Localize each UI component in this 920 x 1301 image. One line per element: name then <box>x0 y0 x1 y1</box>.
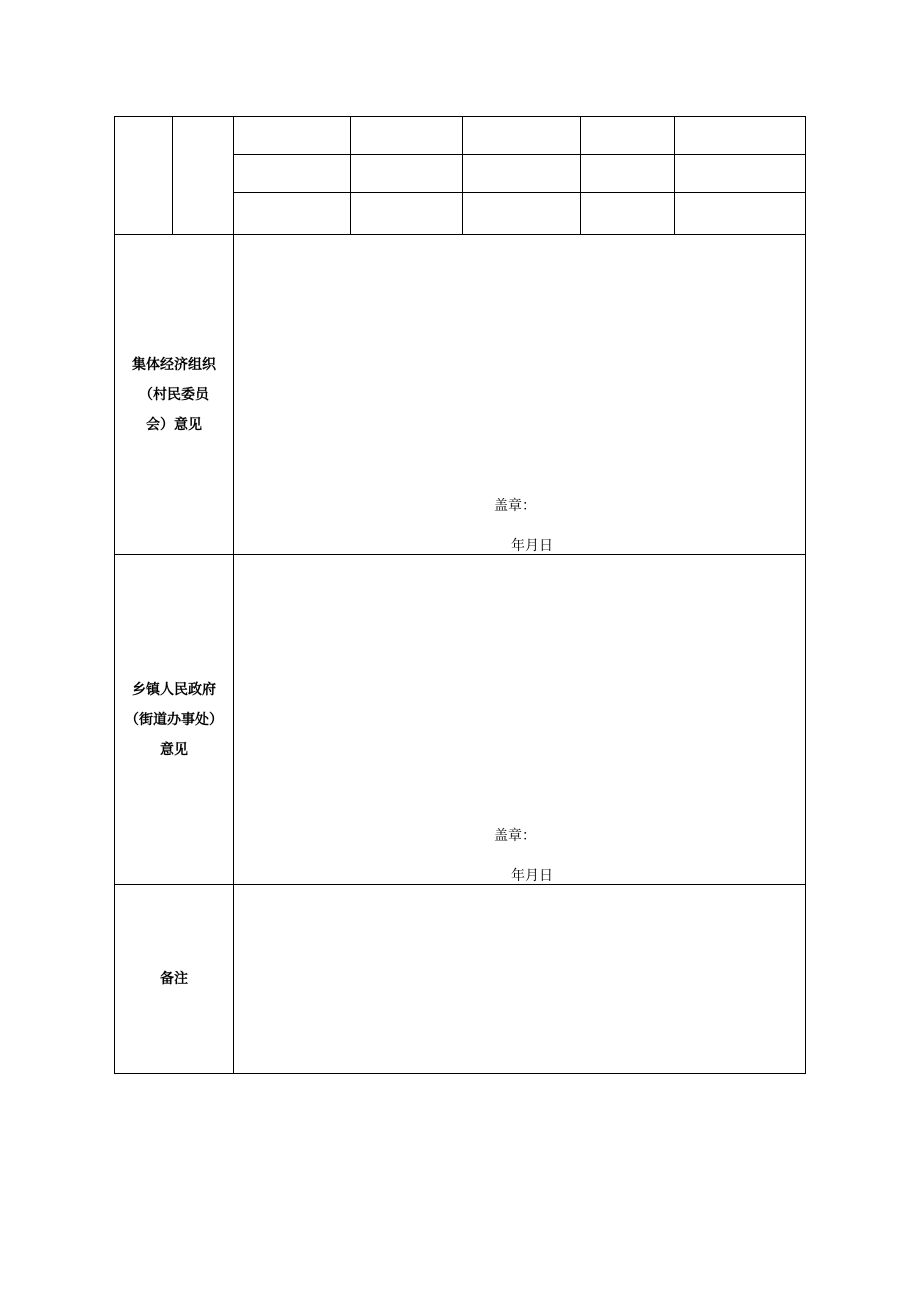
grid-row-1 <box>115 117 806 155</box>
remarks-label: 备注 <box>115 885 234 1074</box>
grid-cell[interactable] <box>675 193 806 235</box>
label-line: 会）意见 <box>146 416 202 433</box>
grid-cell[interactable] <box>675 155 806 193</box>
grid-cell[interactable] <box>234 117 351 155</box>
collective-opinion-label <box>115 235 234 555</box>
stamp-label: 盖章： <box>494 498 536 514</box>
grid-cell[interactable] <box>351 155 463 193</box>
remarks-field[interactable] <box>234 885 806 1074</box>
grid-label-cell-a <box>115 117 173 235</box>
grid-cell[interactable] <box>581 117 675 155</box>
collective-opinion-row <box>115 235 806 555</box>
collective-opinion-field[interactable] <box>234 235 806 555</box>
grid-cell[interactable] <box>463 155 581 193</box>
date-label: 年月日 <box>511 538 553 554</box>
grid-cell[interactable] <box>581 193 675 235</box>
grid-cell[interactable] <box>463 117 581 155</box>
label-line: 意见 <box>160 741 188 758</box>
township-opinion-row <box>115 555 806 885</box>
label-line: （街道办事处） <box>125 711 223 728</box>
stamp-label: 盖章： <box>494 828 536 844</box>
grid-cell[interactable] <box>351 193 463 235</box>
grid-cell[interactable] <box>581 155 675 193</box>
application-form-table <box>114 116 806 1074</box>
township-opinion-label <box>115 555 234 885</box>
grid-cell[interactable] <box>234 155 351 193</box>
label-line: 集体经济组织 <box>132 356 216 373</box>
grid-cell[interactable] <box>351 117 463 155</box>
grid-cell[interactable] <box>675 117 806 155</box>
grid-cell[interactable] <box>234 193 351 235</box>
grid-cell[interactable] <box>463 193 581 235</box>
date-label: 年月日 <box>511 868 553 884</box>
label-line: 乡镇人民政府 <box>132 681 216 698</box>
grid-label-cell-b <box>173 117 234 235</box>
remarks-row <box>115 885 806 1074</box>
township-opinion-field[interactable] <box>234 555 806 885</box>
label-line: （村民委员 <box>139 386 209 403</box>
